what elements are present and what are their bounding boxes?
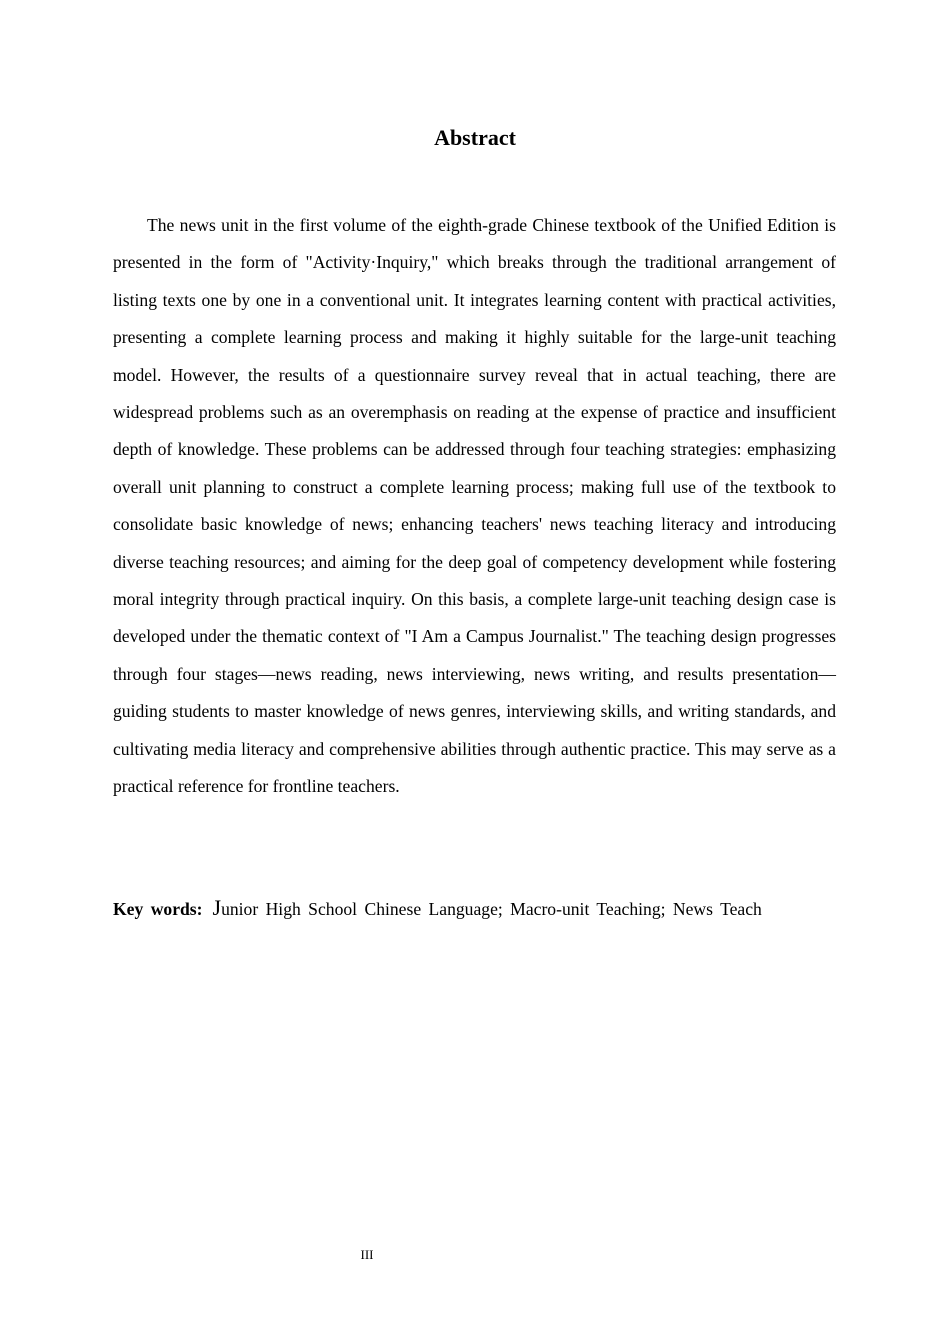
- abstract-body: The news unit in the first volume of the eighth-grade Chinese textbook of the Unified Edition is presented in the form of "Activity·Inquiry," which breaks through the traditional arrangement of listing texts one by one in a conventional unit. It integrates learning content with practical activities, presenting a complete learning process and making it highly suitable for the large-unit teaching model. However, the results of a questionnaire survey reveal that in actual teaching, there are widespread problems such as an overemphasis on reading at the expense of practice and insufficient depth of knowledge. These problems can be addressed through four teaching strategies: emphasizing overall unit planning to construct a complete learning process; making full use of the textbook to consolidate basic knowledge of news; enhancing teachers' news teaching literacy and introducing diverse teaching resources; and aiming for the deep goal of competency development while fostering moral integrity through practical inquiry. On this basis, a complete large-unit teaching design case is developed under the thematic context of "I Am a Campus Journalist." The teaching design progresses through four stages—news reading, news interviewing, news writing, and results presentation—guiding students to master knowledge of news genres, interviewing skills, and writing standards, and cultivating media literacy and comprehensive abilities through authentic practice. This may serve as a practical reference for frontline teachers.: [113, 215, 836, 797]
- keywords-label: Key words:: [113, 899, 203, 919]
- keywords-line: [113, 893, 836, 924]
- abstract-title: Abstract: [434, 125, 516, 150]
- page-number: III: [360, 1247, 374, 1262]
- keywords-first-letter: J: [212, 895, 222, 920]
- keywords-text: unior High School Chinese Language; Macro-unit Teaching; News Teach: [221, 899, 762, 919]
